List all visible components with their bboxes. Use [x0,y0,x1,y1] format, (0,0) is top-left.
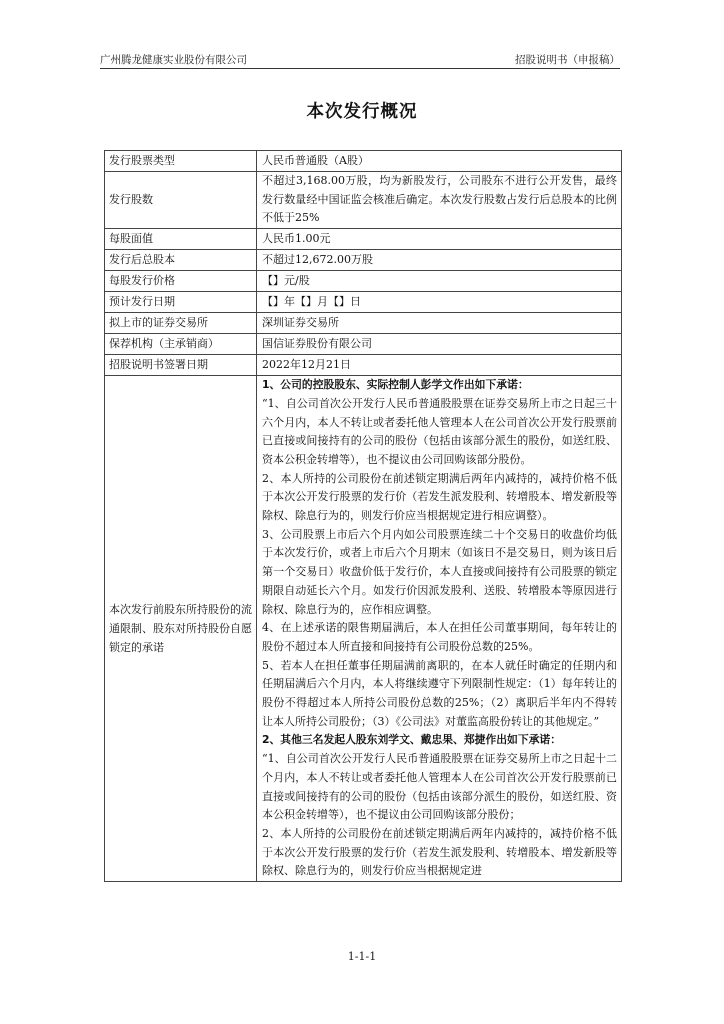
paragraph: 1、公司的控股股东、实际控制人彭学文作出如下承诺： [262,378,529,392]
table-row [105,250,622,271]
table-row [105,292,622,313]
row-label: 本次发行前股东所持股份的流通限制、股东对所持股份自愿锁定的承诺 [105,376,257,882]
page-number: 1-1-1 [347,950,377,963]
row-label: 保荐机构（主承销商） [105,334,257,355]
paragraph: “1、自公司首次公开发行人民币普通股股票在证券交易所上市之日起十二个月内，本人不转让或者委托他人管理本人在公司首次公开发行股票前已直接或间接持有的公司的股份（包括由该部分派生的股份，如送红股、资本公积金转增等），也不提议由公司回购该部分股份； [262,752,617,822]
row-value: 人民币普通股（A股） [257,151,622,172]
paragraph: “1、自公司首次公开发行人民币普通股股票在证券交易所上市之日起三十六个月内，本人不转让或者委托他人管理本人在公司首次公开发行股票前已直接或间接持有的公司的股份（包括由该部分派生的股份，如送红股、资本公积金转增等），也不提议由公司回购该部分股份。 [262,396,617,466]
row-label: 发行后总股本 [105,250,257,271]
page-header [100,52,620,69]
paragraph: 2、本人所持的公司股份在前述锁定期满后两年内减持的，减持价格不低于本次公开发行股票的发行价（若发生派发股利、转增股本、增发新股等除权、除息行为的，则发行价应当根据规定进行相应调整）。 [262,471,617,523]
table-row [105,271,622,292]
lockup-commitments [257,376,622,882]
paragraph: 2、其他三名发起人股东刘学文、戴忠果、郑捷作出如下承诺： [262,733,562,747]
row-value: 国信证券股份有限公司 [257,334,622,355]
table-row [105,313,622,334]
row-value: 不超过12,672.00万股 [257,250,622,271]
row-label: 每股面值 [105,229,257,250]
table-row [105,172,622,229]
row-value: 【】元/股 [257,271,622,292]
offering-summary-table [104,150,622,882]
page-title: 本次发行概况 [306,102,418,122]
paragraph: 4、在上述承诺的限售期届满后，本人在担任公司董事期间，每年转让的股份不超过本人所直接和间接持有公司股份总数的25%。 [262,621,617,653]
row-value: 人民币1.00元 [257,229,622,250]
row-label: 招股说明书签署日期 [105,355,257,376]
row-value: 深圳证券交易所 [257,313,622,334]
row-label: 预计发行日期 [105,292,257,313]
paragraph: 5、若本人在担任董事任期届满前离职的，在本人就任时确定的任期内和任期届满后六个月内，本人将继续遵守下列限制性规定：（1）每年转让的股份不得超过本人所持公司股份总数的25%；（2）离职后半年内不得转让本人所持公司股份；（3）《公司法》对董监高股份转让的其他规定。” [262,658,617,728]
row-value: 【】年【】月【】日 [257,292,622,313]
table-row [105,151,622,172]
row-value: 不超过3,168.00万股，均为新股发行，公司股东不进行公开发售，最终发行数量经中国证监会核准后确定。本次发行股数占发行后总股本的比例不低于25% [257,172,622,229]
table-row-lockup [105,376,622,882]
table-row [105,334,622,355]
row-label: 拟上市的证券交易所 [105,313,257,334]
paragraph: 3、公司股票上市后六个月内如公司股票连续二十个交易日的收盘价均低于本次发行价，或者上市后六个月期末（如该日不是交易日，则为该日后第一个交易日）收盘价低于发行价，本人直接或间接持有公司股票的锁定期限自动延长六个月。如发行价因派发股利、送股、转增股本等原因进行除权、除息行为的，应作相应调整。 [262,527,617,616]
table-row [105,229,622,250]
header-company: 广州腾龙健康实业股份有限公司 [100,54,247,66]
table-row [105,355,622,376]
paragraph: 2、本人所持的公司股份在前述锁定期满后两年内减持的，减持价格不低于本次公开发行股票的发行价（若发生派发股利、转增股本、增发新股等除权、除息行为的，则发行价应当根据规定进 [262,826,617,878]
row-label: 发行股票类型 [105,151,257,172]
row-value: 2022年12月21日 [257,355,622,376]
row-label: 发行股数 [105,172,257,229]
header-document-title: 招股说明书（申报稿） [515,54,620,66]
row-label: 每股发行价格 [105,271,257,292]
